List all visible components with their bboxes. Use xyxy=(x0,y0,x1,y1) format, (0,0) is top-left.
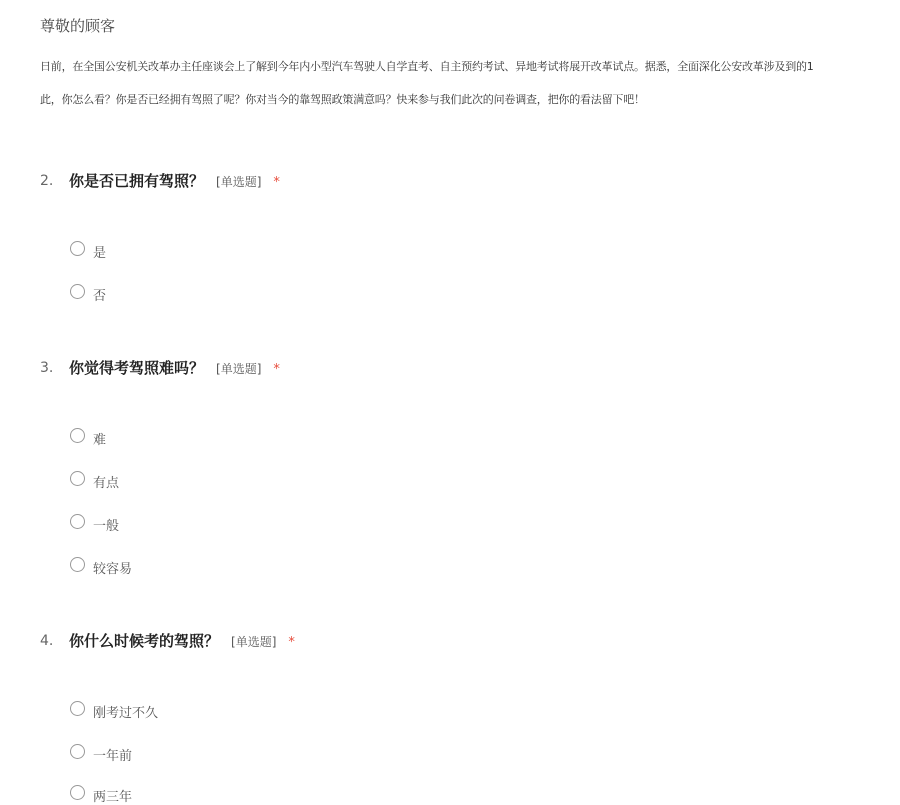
option-label: 较容易 xyxy=(93,562,133,577)
question-title xyxy=(69,630,295,651)
question-title xyxy=(69,170,280,191)
option-label: 一年前 xyxy=(93,749,133,764)
required-asterisk: * xyxy=(288,635,295,650)
question-type-tag: [单选题] xyxy=(216,175,262,189)
radio-button[interactable] xyxy=(70,785,85,800)
radio-button[interactable] xyxy=(70,471,85,486)
intro-paragraph-line-2: 此，你怎么看？你是否已经拥有驾照了呢？你对当今的靠驾照政策满意吗？快来参与我们此次的问卷调查，把你的看法留下吧！ xyxy=(40,93,645,106)
question-number: 4. xyxy=(40,633,54,649)
question-type-tag: [单选题] xyxy=(216,362,262,376)
radio-button[interactable] xyxy=(70,744,85,759)
radio-button[interactable] xyxy=(70,284,85,299)
radio-button[interactable] xyxy=(70,514,85,529)
option-label: 难 xyxy=(93,433,107,448)
radio-button[interactable] xyxy=(70,428,85,443)
question-title-text: 你是否已拥有驾照？ xyxy=(69,172,205,190)
option-label: 否 xyxy=(93,289,107,304)
question-title-text: 你觉得考驾照难吗？ xyxy=(69,359,205,377)
question-title xyxy=(69,357,280,378)
required-asterisk: * xyxy=(273,362,280,377)
option-label: 两三年 xyxy=(93,790,133,805)
radio-button[interactable] xyxy=(70,701,85,716)
greeting-heading: 尊敬的顾客 xyxy=(40,17,116,35)
option-label: 有点 xyxy=(93,476,120,491)
radio-button[interactable] xyxy=(70,241,85,256)
question-number: 3. xyxy=(40,360,54,376)
question-number: 2. xyxy=(40,173,54,189)
question-title-text: 你什么时候考的驾照？ xyxy=(69,632,220,650)
question-type-tag: [单选题] xyxy=(231,635,277,649)
option-label: 一般 xyxy=(93,519,120,534)
intro-paragraph-line-1: 日前，在全国公安机关改革办主任座谈会上了解到今年内小型汽车驾驶人自学直考、自主预约考试、异地考试将展开改革试点。据悉，全面深化公安改革涉及到的1 xyxy=(40,60,814,73)
required-asterisk: * xyxy=(273,175,280,190)
radio-button[interactable] xyxy=(70,557,85,572)
option-label: 刚考过不久 xyxy=(93,706,159,721)
option-label: 是 xyxy=(93,246,107,261)
